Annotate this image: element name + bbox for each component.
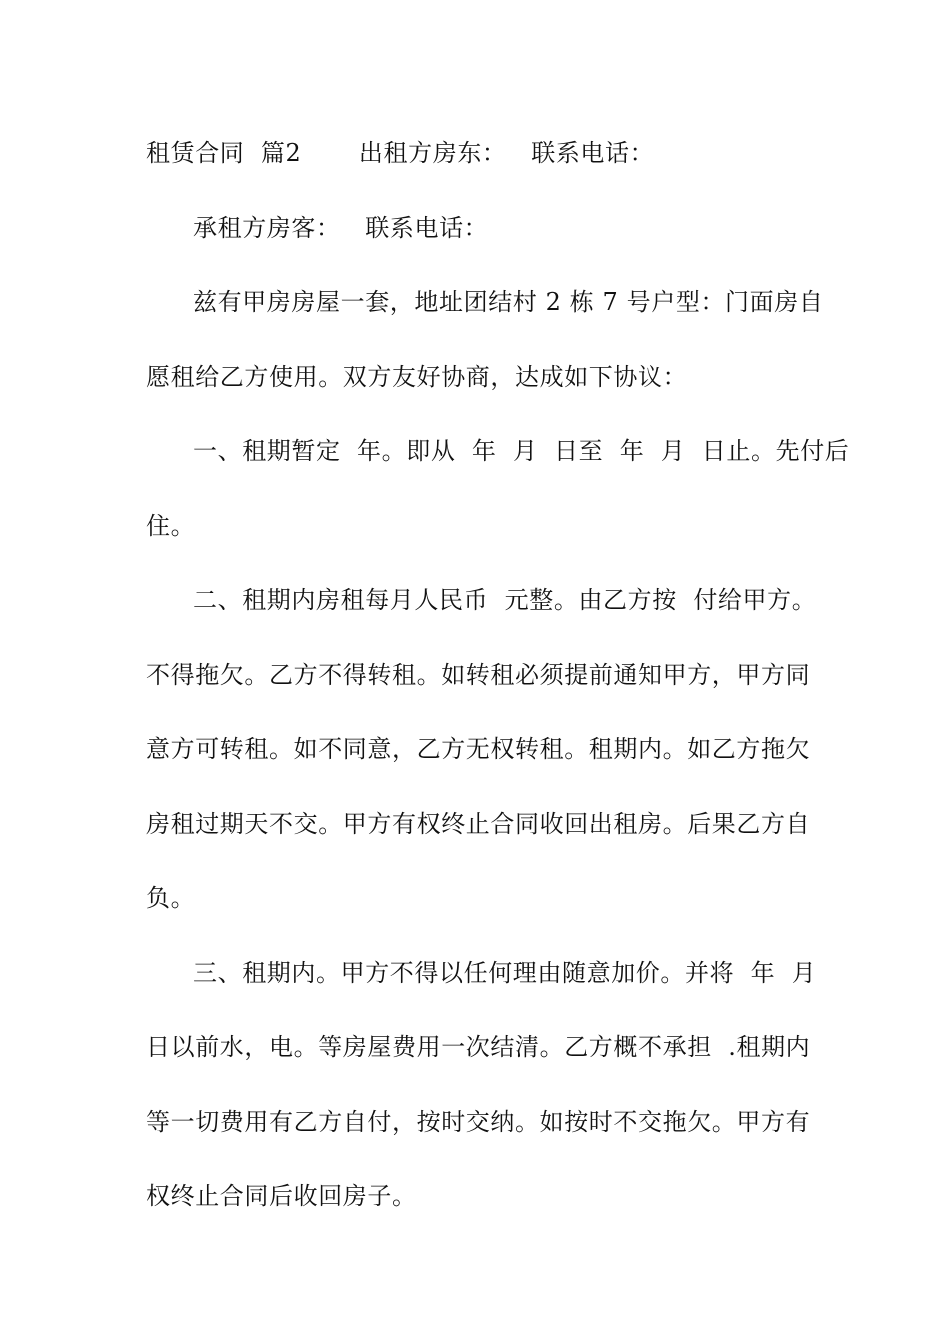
paragraph-line: 二、租期内房租每月人民币 元整。由乙方按 付给甲方。: [193, 586, 817, 614]
paragraph-line: 兹有甲房房屋一套，地址团结村 2 栋 7 号户型：门面房自: [193, 288, 824, 316]
paragraph-line: 一、租期暂定 年。即从 年 月 日至 年 月 日止。先付后: [193, 437, 850, 465]
paragraph-line: 日以前水，电。等房屋费用一次结清。乙方概不承担 .租期内: [146, 1033, 811, 1061]
paragraph-line: 三、租期内。甲方不得以任何理由随意加价。并将 年 月: [193, 959, 817, 987]
paragraph-line: 意方可转租。如不同意，乙方无权转租。租期内。如乙方拖欠: [146, 735, 811, 763]
paragraph-line: 权终止合同后收回房子。: [146, 1182, 417, 1210]
doc-title-line: 租赁合同 篇2 出租方房东： 联系电话：: [146, 139, 655, 167]
paragraph-line: 不得拖欠。乙方不得转租。如转租必须提前通知甲方，甲方同: [146, 661, 811, 689]
paragraph-line: 负。: [146, 884, 196, 912]
tenant-line: 承租方房客： 联系电话：: [193, 214, 489, 242]
paragraph-line: 房租过期天不交。甲方有权终止合同收回出租房。后果乙方自: [146, 810, 811, 838]
paragraph-line: 等一切费用有乙方自付，按时交纳。如按时不交拖欠。甲方有: [146, 1108, 811, 1136]
paragraph-line: 住。: [146, 512, 196, 540]
paragraph-line: 愿租给乙方使用。双方友好协商，达成如下协议：: [146, 363, 688, 391]
